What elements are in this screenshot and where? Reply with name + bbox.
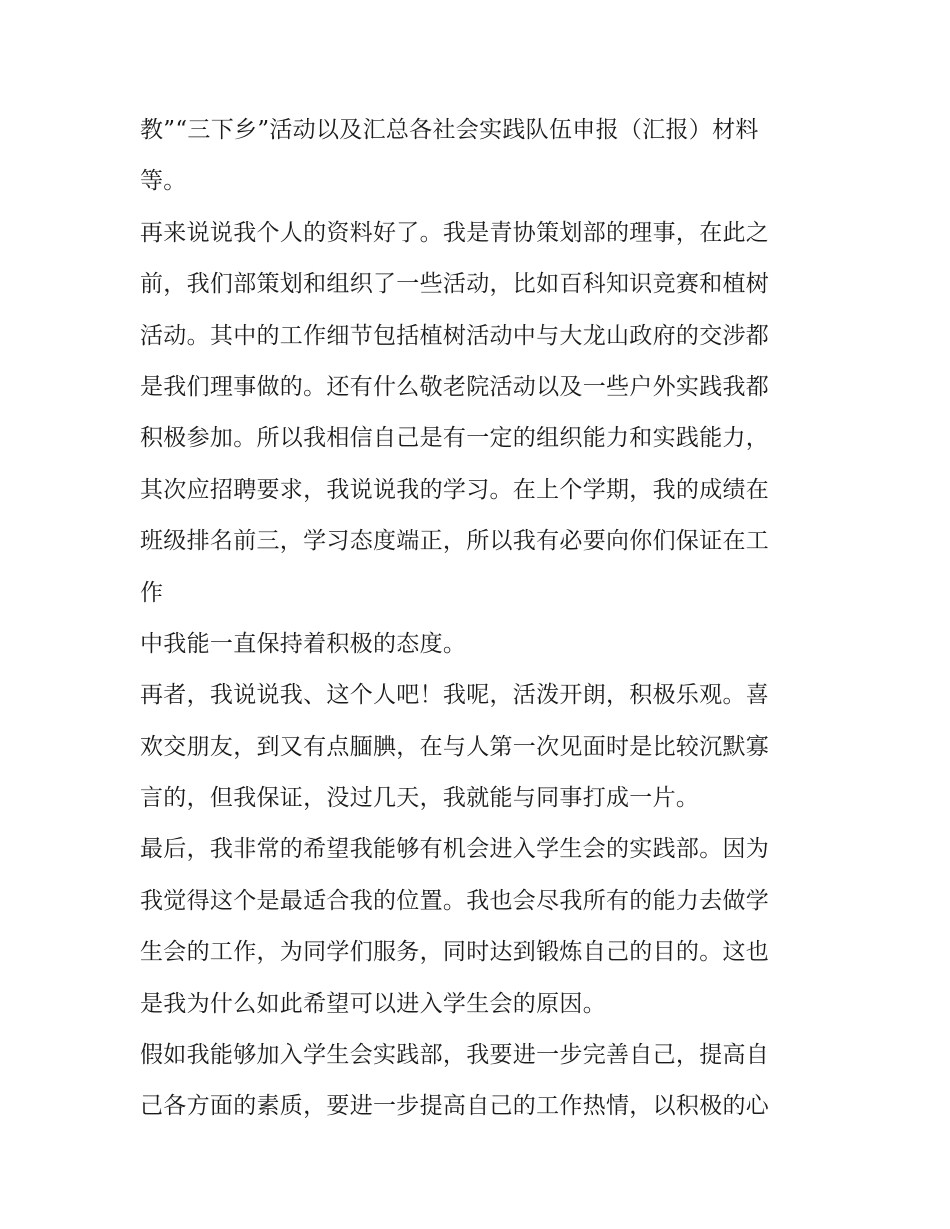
text-line: 己各方面的素质，要进一步提高自己的工作热情，以积极的心 [140, 1093, 770, 1120]
text-line: 是我们理事做的。还有什么敬老院活动以及一些户外实践我都 [140, 373, 770, 400]
text-line: 前，我们部策划和组织了一些活动，比如百科知识竞赛和植树 [140, 271, 770, 298]
text-line: 我觉得这个是最适合我的位置。我也会尽我所有的能力去做学 [140, 887, 770, 914]
text-line: 言的，但我保证，没过几天，我就能与同事打成一片。 [140, 785, 700, 812]
text-line: 其次应招聘要求，我说说我的学习。在上个学期，我的成绩在 [140, 476, 770, 503]
text-line: 中我能一直保持着积极的态度。 [140, 630, 467, 657]
text-line: 欢交朋友，到又有点腼腆，在与人第一次见面时是比较沉默寡 [140, 733, 770, 760]
text-line: 生会的工作，为同学们服务，同时达到锻炼自己的目的。这也 [140, 939, 770, 966]
text-line: 活动。其中的工作细节包括植树活动中与大龙山政府的交涉都 [140, 322, 770, 349]
text-line: 等。 [140, 168, 187, 195]
text-line: 积极参加。所以我相信自己是有一定的组织能力和实践能力， [140, 425, 770, 452]
text-line: 作 [140, 579, 164, 606]
text-line: 再者，我说说我、这个人吧！我呢，活泼开朗，积极乐观。喜 [140, 682, 770, 709]
text-line: 再来说说我个人的资料好了。我是青协策划部的理事，在此之 [140, 219, 770, 246]
text-line: 教”“三下乡”活动以及汇总各社会实践队伍申报（汇报）材料 [140, 117, 759, 143]
body-text [140, 105, 820, 1133]
text-line: 最后，我非常的希望我能够有机会进入学生会的实践部。因为 [140, 836, 770, 863]
text-line: 班级排名前三，学习态度端正，所以我有必要向你们保证在工 [140, 528, 770, 555]
text-line: 是我为什么如此希望可以进入学生会的原因。 [140, 990, 606, 1017]
text-line: 假如我能够加入学生会实践部，我要进一步完善自己，提高自 [140, 1042, 770, 1069]
